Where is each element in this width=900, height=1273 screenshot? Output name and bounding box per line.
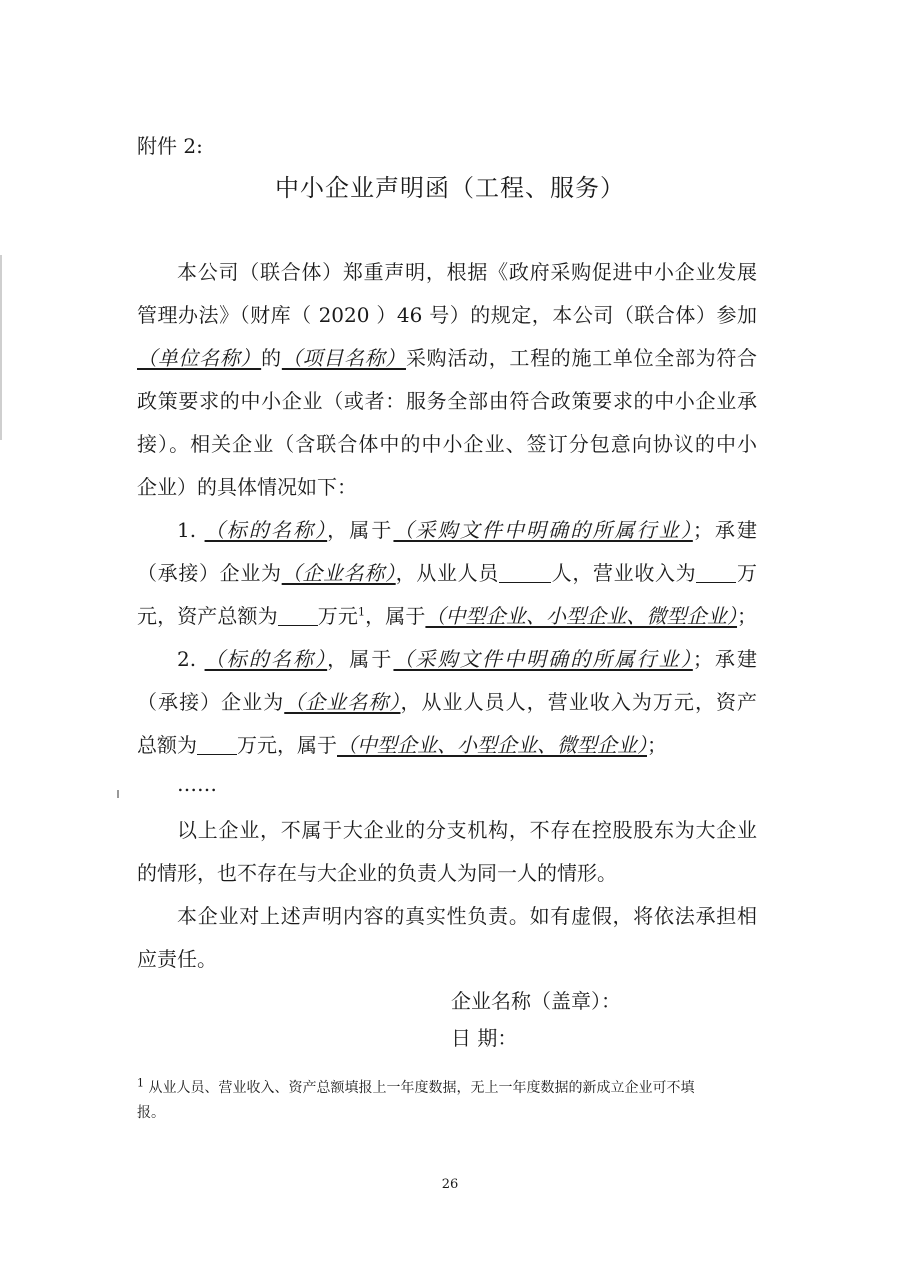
ellipsis: …… [177, 772, 217, 796]
intro-line-6: 企业）的具体情况如下： [137, 475, 357, 499]
item1-assets-blank [278, 605, 318, 626]
item2-line-2: （承接）企业为（企业名称），从业人员人，营业收入为万元，资产 [137, 690, 758, 714]
footnote-line-2: 报。 [137, 1105, 165, 1121]
item1-line-1: 1. （标的名称），属于（采购文件中明确的所属行业）；承建 [177, 518, 758, 542]
item2-size-field: （中型企业、小型企业、微型企业） [337, 733, 647, 757]
item1-target-field: （标的名称） [204, 518, 328, 542]
footnote-line-1: $^1$ 从业人员、营业收入、资产总额填报上一年度数据，无上一年度数据的新成立企业可不填 [137, 1076, 695, 1096]
intro-line-3: （单位名称）的（项目名称）采购活动，工程的施工单位全部为符合 [137, 346, 758, 370]
item1-size-field: （中型企业、小型企业、微型企业） [425, 604, 738, 628]
para3-line-1: 本企业对上述声明内容的真实性负责。如有虚假，将依法承担相 [177, 904, 757, 928]
document-title: 中小企业声明函（工程、服务） [275, 174, 625, 202]
item2-target-field: （标的名称） [204, 647, 328, 671]
item1-line-2: （承接）企业为（企业名称），从业人员 人，营业收入为 万 [137, 561, 758, 585]
para2-line-1: 以上企业，不属于大企业的分支机构，不存在控股股东为大企业 [177, 818, 757, 842]
intro-line-1: 本公司（联合体）郑重声明，根据《政府采购促进中小企业发展 [177, 260, 757, 284]
footnote-mark: 1 [137, 1076, 144, 1090]
item2-line-1: 2. （标的名称），属于（采购文件中明确的所属行业）；承建 [177, 647, 758, 671]
para2-line-2: 的情形，也不存在与大企业的负责人为同一人的情形。 [137, 861, 617, 885]
item1-line-3: 元，资产总额为 万元$^1$，属于（中型企业、小型企业、微型企业）； [137, 604, 758, 628]
attachment-label: 附件 2: [137, 134, 203, 158]
intro-line-4: 政策要求的中小企业（或者：服务全部由符合政策要求的中小企业承 [137, 389, 757, 413]
item2-line-3: 总额为 万元，属于（中型企业、小型企业、微型企业）； [137, 733, 667, 757]
date-label: 日 期： [451, 1026, 518, 1050]
footnote-ref: 1 [358, 605, 366, 619]
page-number: 26 [441, 1177, 459, 1192]
item1-staff-blank [499, 562, 551, 583]
item2-assets-blank [197, 734, 237, 755]
item1-company-field: （企业名称） [281, 561, 396, 585]
intro-line-2: 管理办法》（财库（ 2020 ）46 号）的规定，本公司（联合体）参加 [137, 303, 757, 327]
project-name-field: （项目名称） [281, 346, 406, 370]
scan-dot-artifact [117, 790, 119, 798]
company-seal-label: 企业名称（盖章）： [451, 989, 621, 1013]
item1-industry-field: （采购文件中明确的所属行业） [393, 518, 693, 542]
scan-edge-artifact [0, 255, 2, 440]
item2-industry-field: （采购文件中明确的所属行业） [393, 647, 693, 671]
intro-line-5: 接）。相关企业（含联合体中的中小企业、签订分包意向协议的中小 [137, 432, 757, 456]
item2-company-field: （企业名称） [284, 690, 401, 714]
unit-name-field: （单位名称） [137, 346, 262, 370]
para3-line-2: 应责任。 [137, 947, 217, 971]
item1-revenue-blank [696, 562, 736, 583]
